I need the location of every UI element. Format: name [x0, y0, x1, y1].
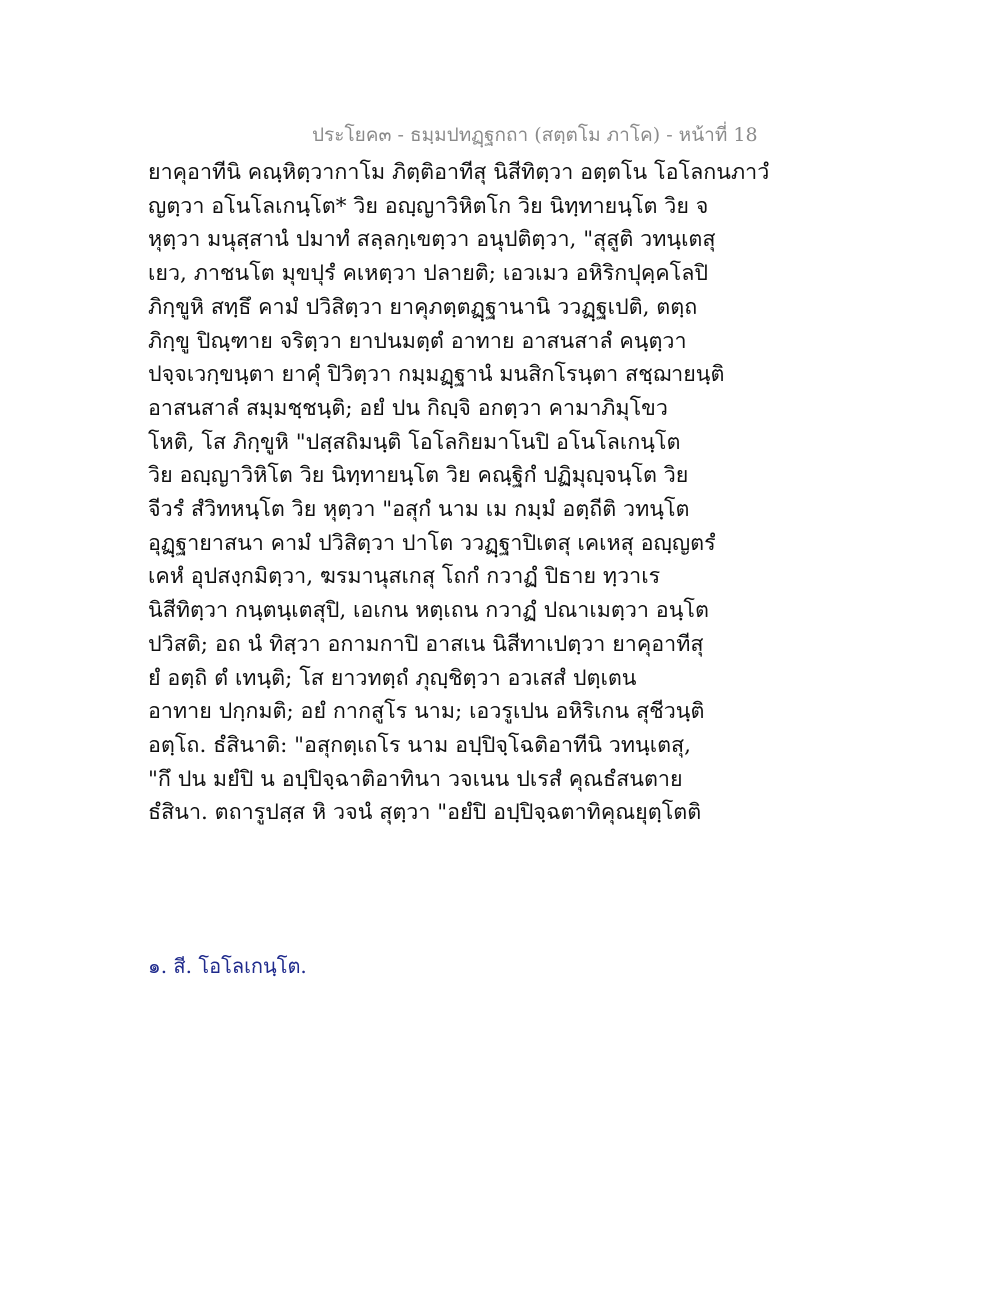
text-line: อตฺโถ. ธํสินาติ: "อสุกตฺเถโร นาม อปฺปิจฺโฉติอาทีนิ วทนฺเตสุ, — [148, 732, 692, 758]
running-head: ประโยค๓ - ธมฺมปทฏฺฐกถา (สตฺตโม ภาโค) - หน้าที่ 18 — [312, 124, 758, 146]
body-text — [148, 156, 770, 830]
text-line: ญตฺวา อโนโลเกนฺโต* วิย อญฺญาวิหิตโก วิย นิทฺทายนฺโต วิย จ — [148, 193, 709, 219]
text-line: โหติ, โส ภิกฺขูหิ "ปสฺสถิมนฺติ โอโลกิยมาโนปิ อโนโลเกนฺโต — [148, 429, 681, 455]
text-line: ภิกฺขูหิ สทฺธึ คามํ ปวิสิตฺวา ยาคุภตฺตฏฺฐานานิ ววฏฺฐเปติ, ตตฺถ — [148, 294, 698, 320]
text-line: อาทาย ปกฺกมติ; อยํ กากสูโร นาม; เอวรูเปน อหิริเกน สุชีวนฺติ — [148, 699, 705, 725]
text-line: จีวรํ สํวิทหนฺโต วิย หุตฺวา "อสุกํ นาม เม กมฺมํ อตฺถีติ วทนฺโต — [148, 497, 690, 523]
text-line: ปวิสติ; อถ นํ ทิสฺวา อกามกาปิ อาสเน นิสีทาเปตฺวา ยาคุอาทีสุ — [148, 631, 704, 657]
text-line: ยํ อตฺถิ ตํ เทนฺติ; โส ยาวทตฺถํ ภุญฺชิตฺวา อวเสสํ ปตฺเตน — [148, 665, 637, 691]
text-line: ภิกฺขู ปิณฺฑาย จริตฺวา ยาปนมตฺตํ อาทาย อาสนสาลํ คนฺตฺวา — [148, 328, 687, 354]
text-line: ธํสินา. ตถารูปสฺส หิ วจนํ สุตฺวา "อยํปิ อปฺปิจฺฉตาทิคุณยุตฺโตติ — [148, 800, 702, 826]
text-line: หุตฺวา มนุสฺสานํ ปมาทํ สลฺลกฺเขตฺวา อนุปติตฺวา, "สุสูติ วทนฺเตสุ — [148, 227, 716, 253]
text-line: "กึ ปน มยํปิ น อปฺปิจฺฉาติอาทินา วจเนน ปเรสํ คุณธํสนตาย — [148, 766, 683, 792]
text-line: อุฏฺฐายาสนา คามํ ปวิสิตฺวา ปาโต ววฏฺฐาปิเตสุ เคเหสุ อญฺญตรํ — [148, 530, 716, 556]
text-line: นิสีทิตฺวา กนฺตนฺเตสุปิ, เอเกน หตฺเถน กวาฏํ ปณาเมตฺวา อนฺโต — [148, 598, 709, 624]
text-line: วิย อญฺญาวิหิโต วิย นิทฺทายนฺโต วิย คณฺฐิกํ ปฏิมุญฺจนฺโต วิย — [148, 463, 689, 489]
text-line: ปจฺจเวกฺขนฺตา ยาคุํ ปิวิตฺวา กมฺมฏฺฐานํ มนสิกโรนฺตา สชฺฌายนฺติ — [148, 362, 725, 388]
text-line: ยาคุอาทีนิ คณฺหิตฺวากาโม ภิตฺติอาทีสุ นิสีทิตฺวา อตฺตโน โอโลกนภาวํ — [148, 160, 770, 185]
text-line: อาสนสาลํ สมฺมชฺชนฺติ; อยํ ปน กิญฺจิ อกตฺวา คามาภิมุโขว — [148, 395, 668, 421]
text-line: เคหํ อุปสงฺกมิตฺวา, ฆรมานุสเกสุ โถกํ กวาฏํ ปิธาย ทฺวาเร — [148, 564, 661, 590]
text-line: เยว, ภาชนโต มุขปุรํ คเหตฺวา ปลายติ; เอวเมว อหิริกปุคฺคโลปิ — [148, 261, 709, 287]
footnote: ๑. สี. โอโลเกนฺโต. — [148, 954, 307, 978]
